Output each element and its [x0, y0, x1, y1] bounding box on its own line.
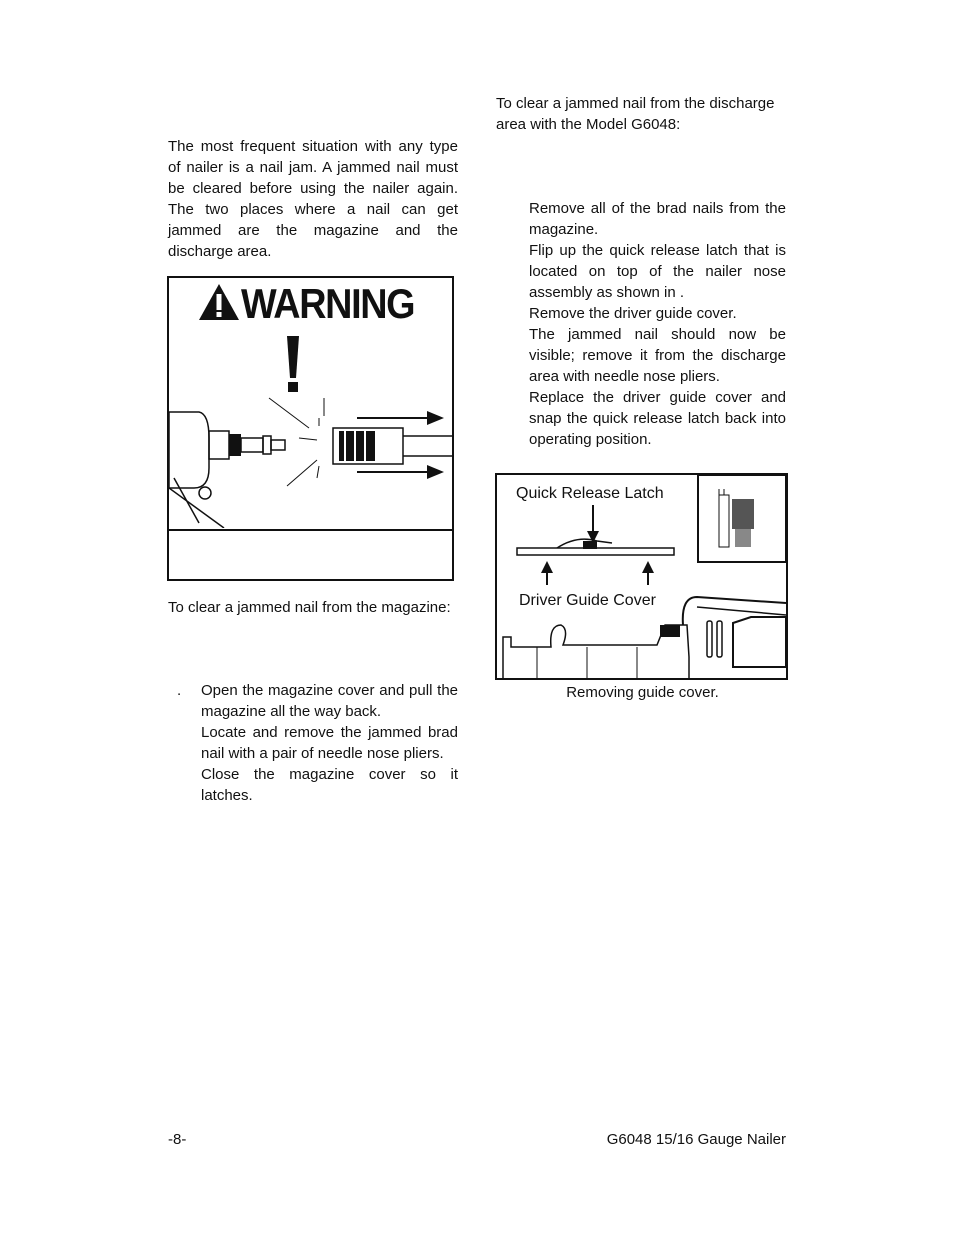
discharge-step	[529, 240, 786, 303]
product-name: G6048 15/16 Gauge Nailer	[606, 1131, 786, 1148]
warning-triangle-icon	[197, 282, 241, 322]
magazine-step	[201, 722, 458, 764]
figure-caption: Removing guide cover.	[566, 684, 719, 701]
step-text: Replace the driver guide cover and snap the quick release latch back into operating position.	[529, 389, 786, 448]
nailer-nose-illustration	[497, 475, 786, 678]
step-text: Remove all of the brad nails from the magazine.	[529, 200, 786, 238]
discharge-step	[529, 324, 786, 387]
magazine-step	[201, 764, 458, 806]
magazine-steps-list	[177, 680, 458, 806]
warning-divider	[169, 529, 452, 531]
step-marker: .	[177, 682, 182, 699]
discharge-step	[529, 303, 786, 324]
guide-cover-figure	[495, 473, 788, 680]
discharge-intro: To clear a jammed nail from the discharge area with the Model G6048:	[496, 95, 775, 133]
step-text: Open the magazine cover and pull the magazine all the way back.	[201, 682, 458, 720]
discharge-step	[529, 387, 786, 450]
step-text: Close the magazine cover so it latches.	[201, 766, 458, 804]
page-number: -8-	[168, 1131, 187, 1148]
magazine-step	[177, 680, 458, 722]
discharge-step	[529, 198, 786, 240]
step-text: Locate and remove the jammed brad nail with a pair of needle nose pliers.	[201, 724, 458, 762]
warning-title: WARNING	[241, 280, 415, 327]
discharge-steps-list	[529, 198, 786, 450]
step-text: The jammed nail should now be visible; remove it from the discharge area with needle nose pliers.	[529, 326, 786, 385]
step-text: Remove the driver guide cover.	[529, 305, 737, 322]
magazine-intro: To clear a jammed nail from the magazine:	[168, 599, 451, 616]
warning-box	[167, 276, 454, 581]
driver-guide-cover-label: Driver Guide Cover	[519, 592, 656, 609]
air-coupler-illustration	[169, 328, 452, 528]
quick-release-latch-label: Quick Release Latch	[516, 485, 664, 502]
step-text: Flip up the quick release latch that is located on top of the nailer nose assembly as shown in .	[529, 242, 786, 301]
intro-paragraph: The most frequent situation with any type of nailer is a nail jam. A jammed nail must be cleared before using the nailer again. The two places where a nail can get jammed are the magazine and the discharge area.	[168, 138, 458, 260]
